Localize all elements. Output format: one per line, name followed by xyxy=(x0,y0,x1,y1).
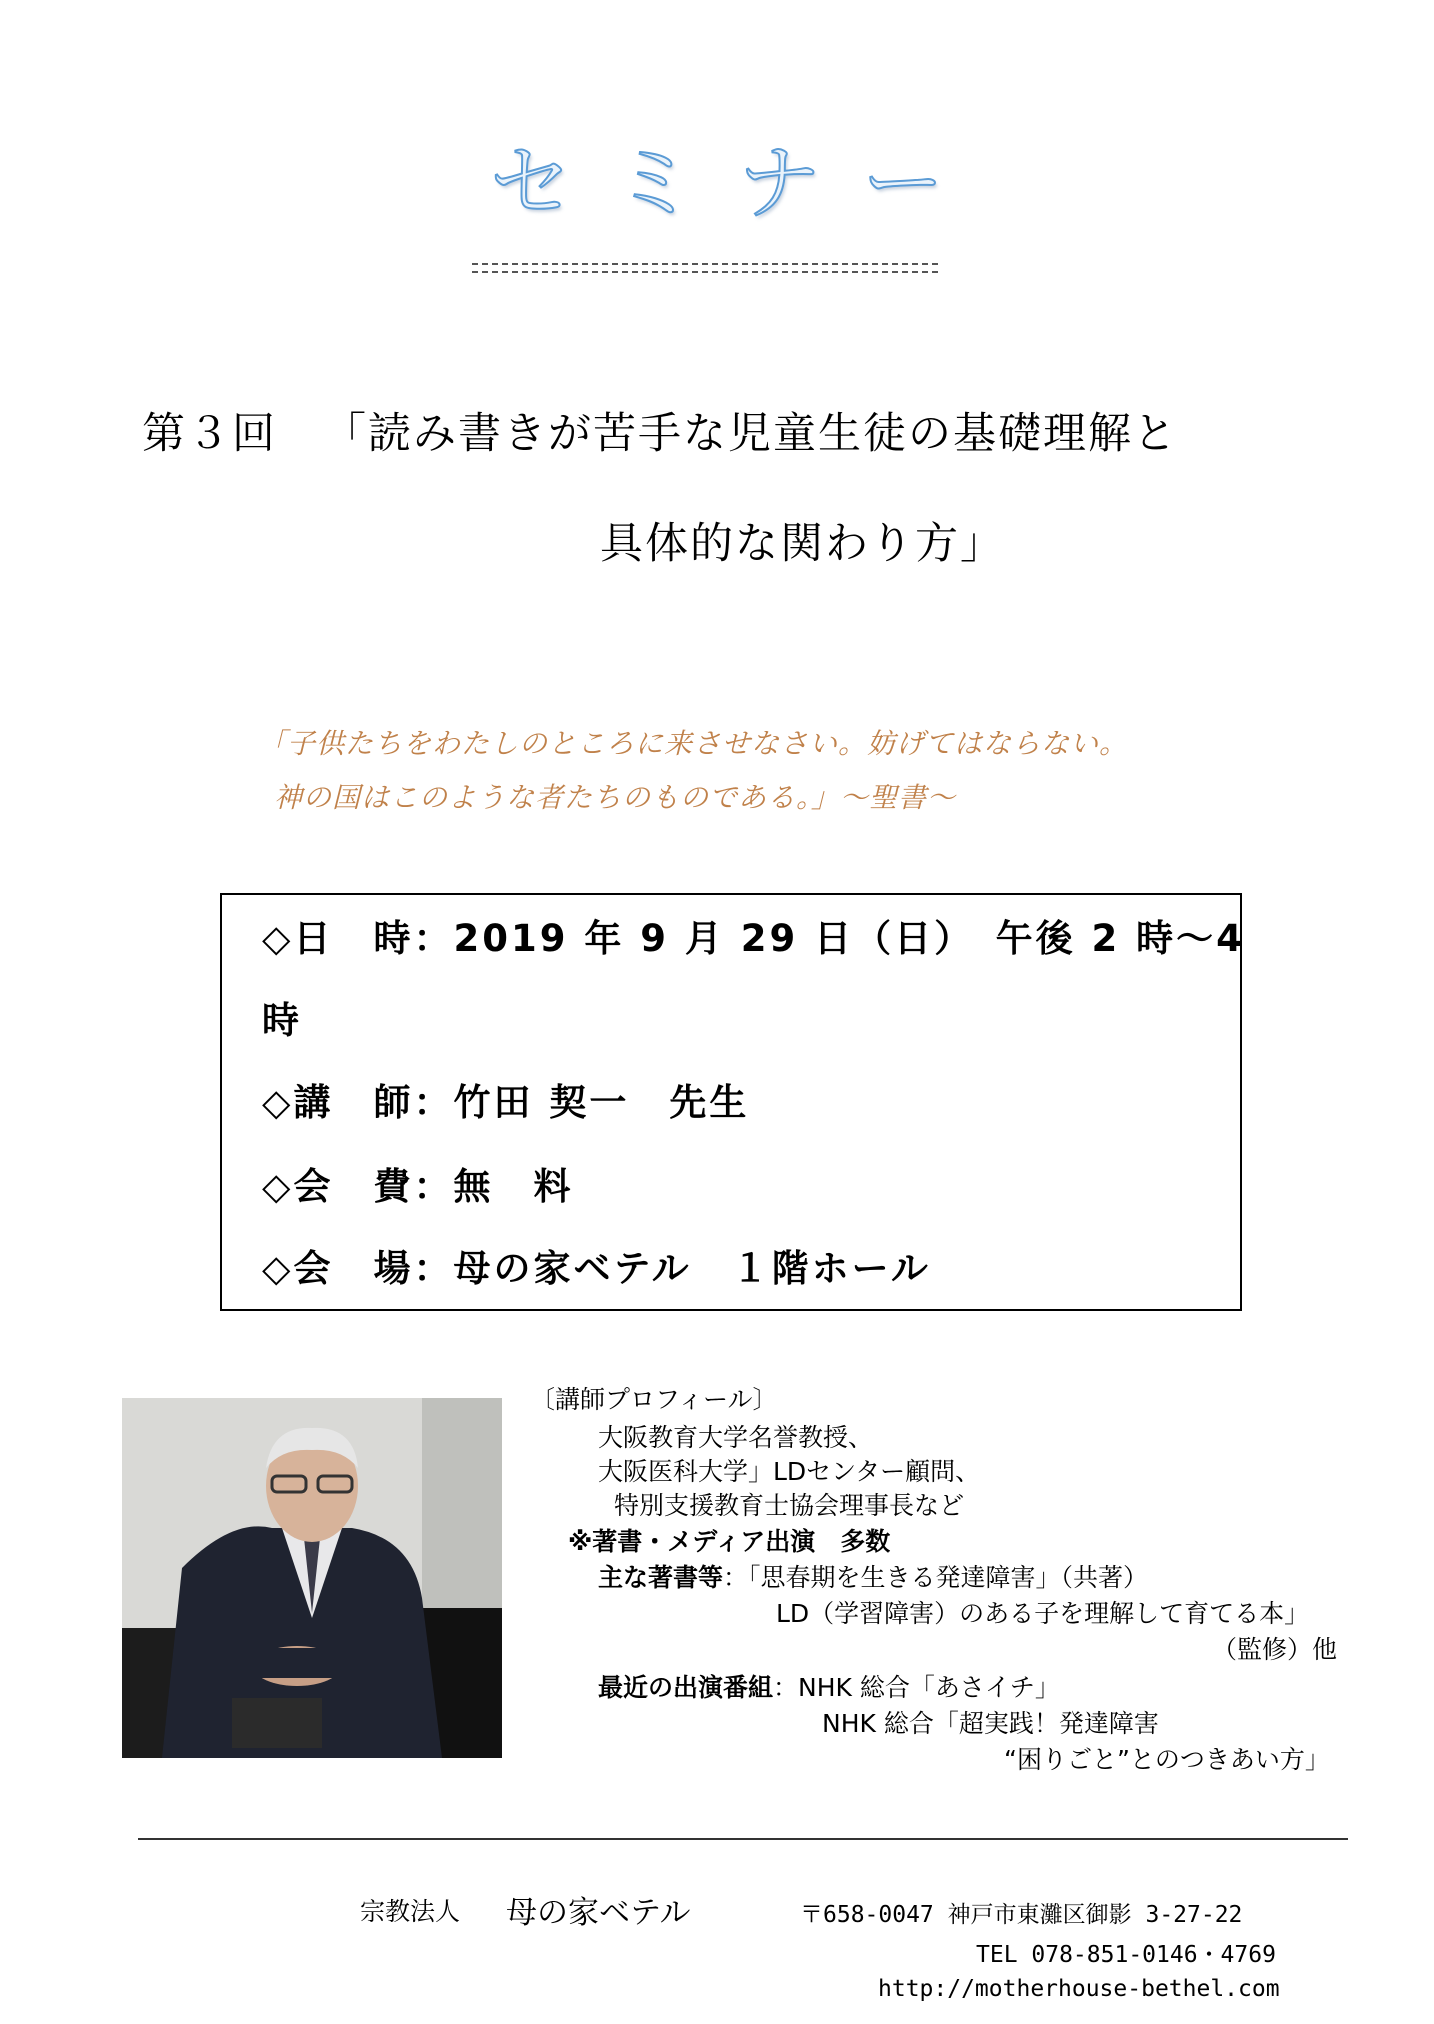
profile-tv-2: NHK 総合「超実践！発達障害 xyxy=(822,1709,1159,1738)
date-value: 2019 年 9 月 29 日（日） 午後 2 時〜4 xyxy=(453,917,1245,960)
info-lecturer xyxy=(262,1072,749,1126)
date-label: ◇日 時： xyxy=(262,917,454,960)
tv-value: ：NHK 総合「あさイチ」 xyxy=(773,1673,1060,1702)
profile-line-2: 大阪医科大学」LDセンター顧問、 xyxy=(598,1457,981,1486)
org-name: 母の家ベテル xyxy=(506,1895,691,1931)
profile-heading: 〔講師プロフィール〕 xyxy=(530,1385,778,1414)
session-title-line-2: 具体的な関わり方」 xyxy=(600,519,1005,569)
info-venue xyxy=(262,1238,931,1292)
footer-divider xyxy=(138,1838,1348,1840)
fee-label: ◇会 費： xyxy=(262,1165,454,1208)
session-title-part-1: 「読み書きが苦手な児童生徒の基礎理解と xyxy=(323,409,1178,459)
venue-label: ◇会 場： xyxy=(262,1247,454,1290)
seminar-title: セミナー xyxy=(489,136,986,231)
session-title-line-1 xyxy=(142,400,1178,461)
tv-label: 最近の出演番組 xyxy=(598,1673,774,1702)
session-number: 第３回 xyxy=(142,409,277,459)
org-type: 宗教法人 xyxy=(360,1897,461,1926)
fee-value: 無 料 xyxy=(453,1165,574,1208)
venue-value: 母の家ベテル １階ホール xyxy=(453,1247,931,1290)
major-works-value: ：「思春期を生きる発達障害」（共著） xyxy=(723,1563,1149,1592)
bible-quote-line-2: 神の国はこのような者たちのものである。」〜聖書〜 xyxy=(274,781,957,814)
info-fee xyxy=(262,1156,573,1210)
lecturer-label: ◇講 師： xyxy=(262,1081,454,1124)
lecturer-value: 竹田 契一 先生 xyxy=(453,1081,750,1124)
lecturer-photo-illustration xyxy=(122,1398,502,1758)
profile-major-works xyxy=(598,1558,1148,1594)
org-tel: TEL 078-851-0146・4769 xyxy=(976,1942,1276,1968)
major-works-label: 主な著書等 xyxy=(598,1563,724,1592)
profile-book-2-tail: （監修）他 xyxy=(1212,1635,1338,1664)
bible-quote-line-1: 「子供たちをわたしのところに来させなさい。妨げてはならない。 xyxy=(258,727,1129,760)
profile-line-3: 特別支援教育士協会理事長など xyxy=(614,1491,965,1520)
profile-tv-2-tail: “困りごと”とのつきあい方」 xyxy=(1004,1745,1330,1774)
profile-line-1: 大阪教育大学名誉教授、 xyxy=(598,1423,874,1452)
info-date xyxy=(262,908,1245,962)
org-address: 〒658-0047 神戸市東灘区御影 3-27-22 xyxy=(800,1902,1243,1928)
profile-books-note: ※著書・メディア出演 多数 xyxy=(568,1527,891,1556)
org-url[interactable]: http://motherhouse-bethel.com xyxy=(878,1976,1280,2002)
info-date-wrap: 時 xyxy=(262,999,302,1042)
profile-book-2: LD（学習障害）のある子を理解して育てる本」 xyxy=(776,1599,1310,1628)
profile-tv xyxy=(598,1668,1060,1704)
title-underline xyxy=(472,263,938,273)
lecturer-photo xyxy=(122,1398,502,1758)
